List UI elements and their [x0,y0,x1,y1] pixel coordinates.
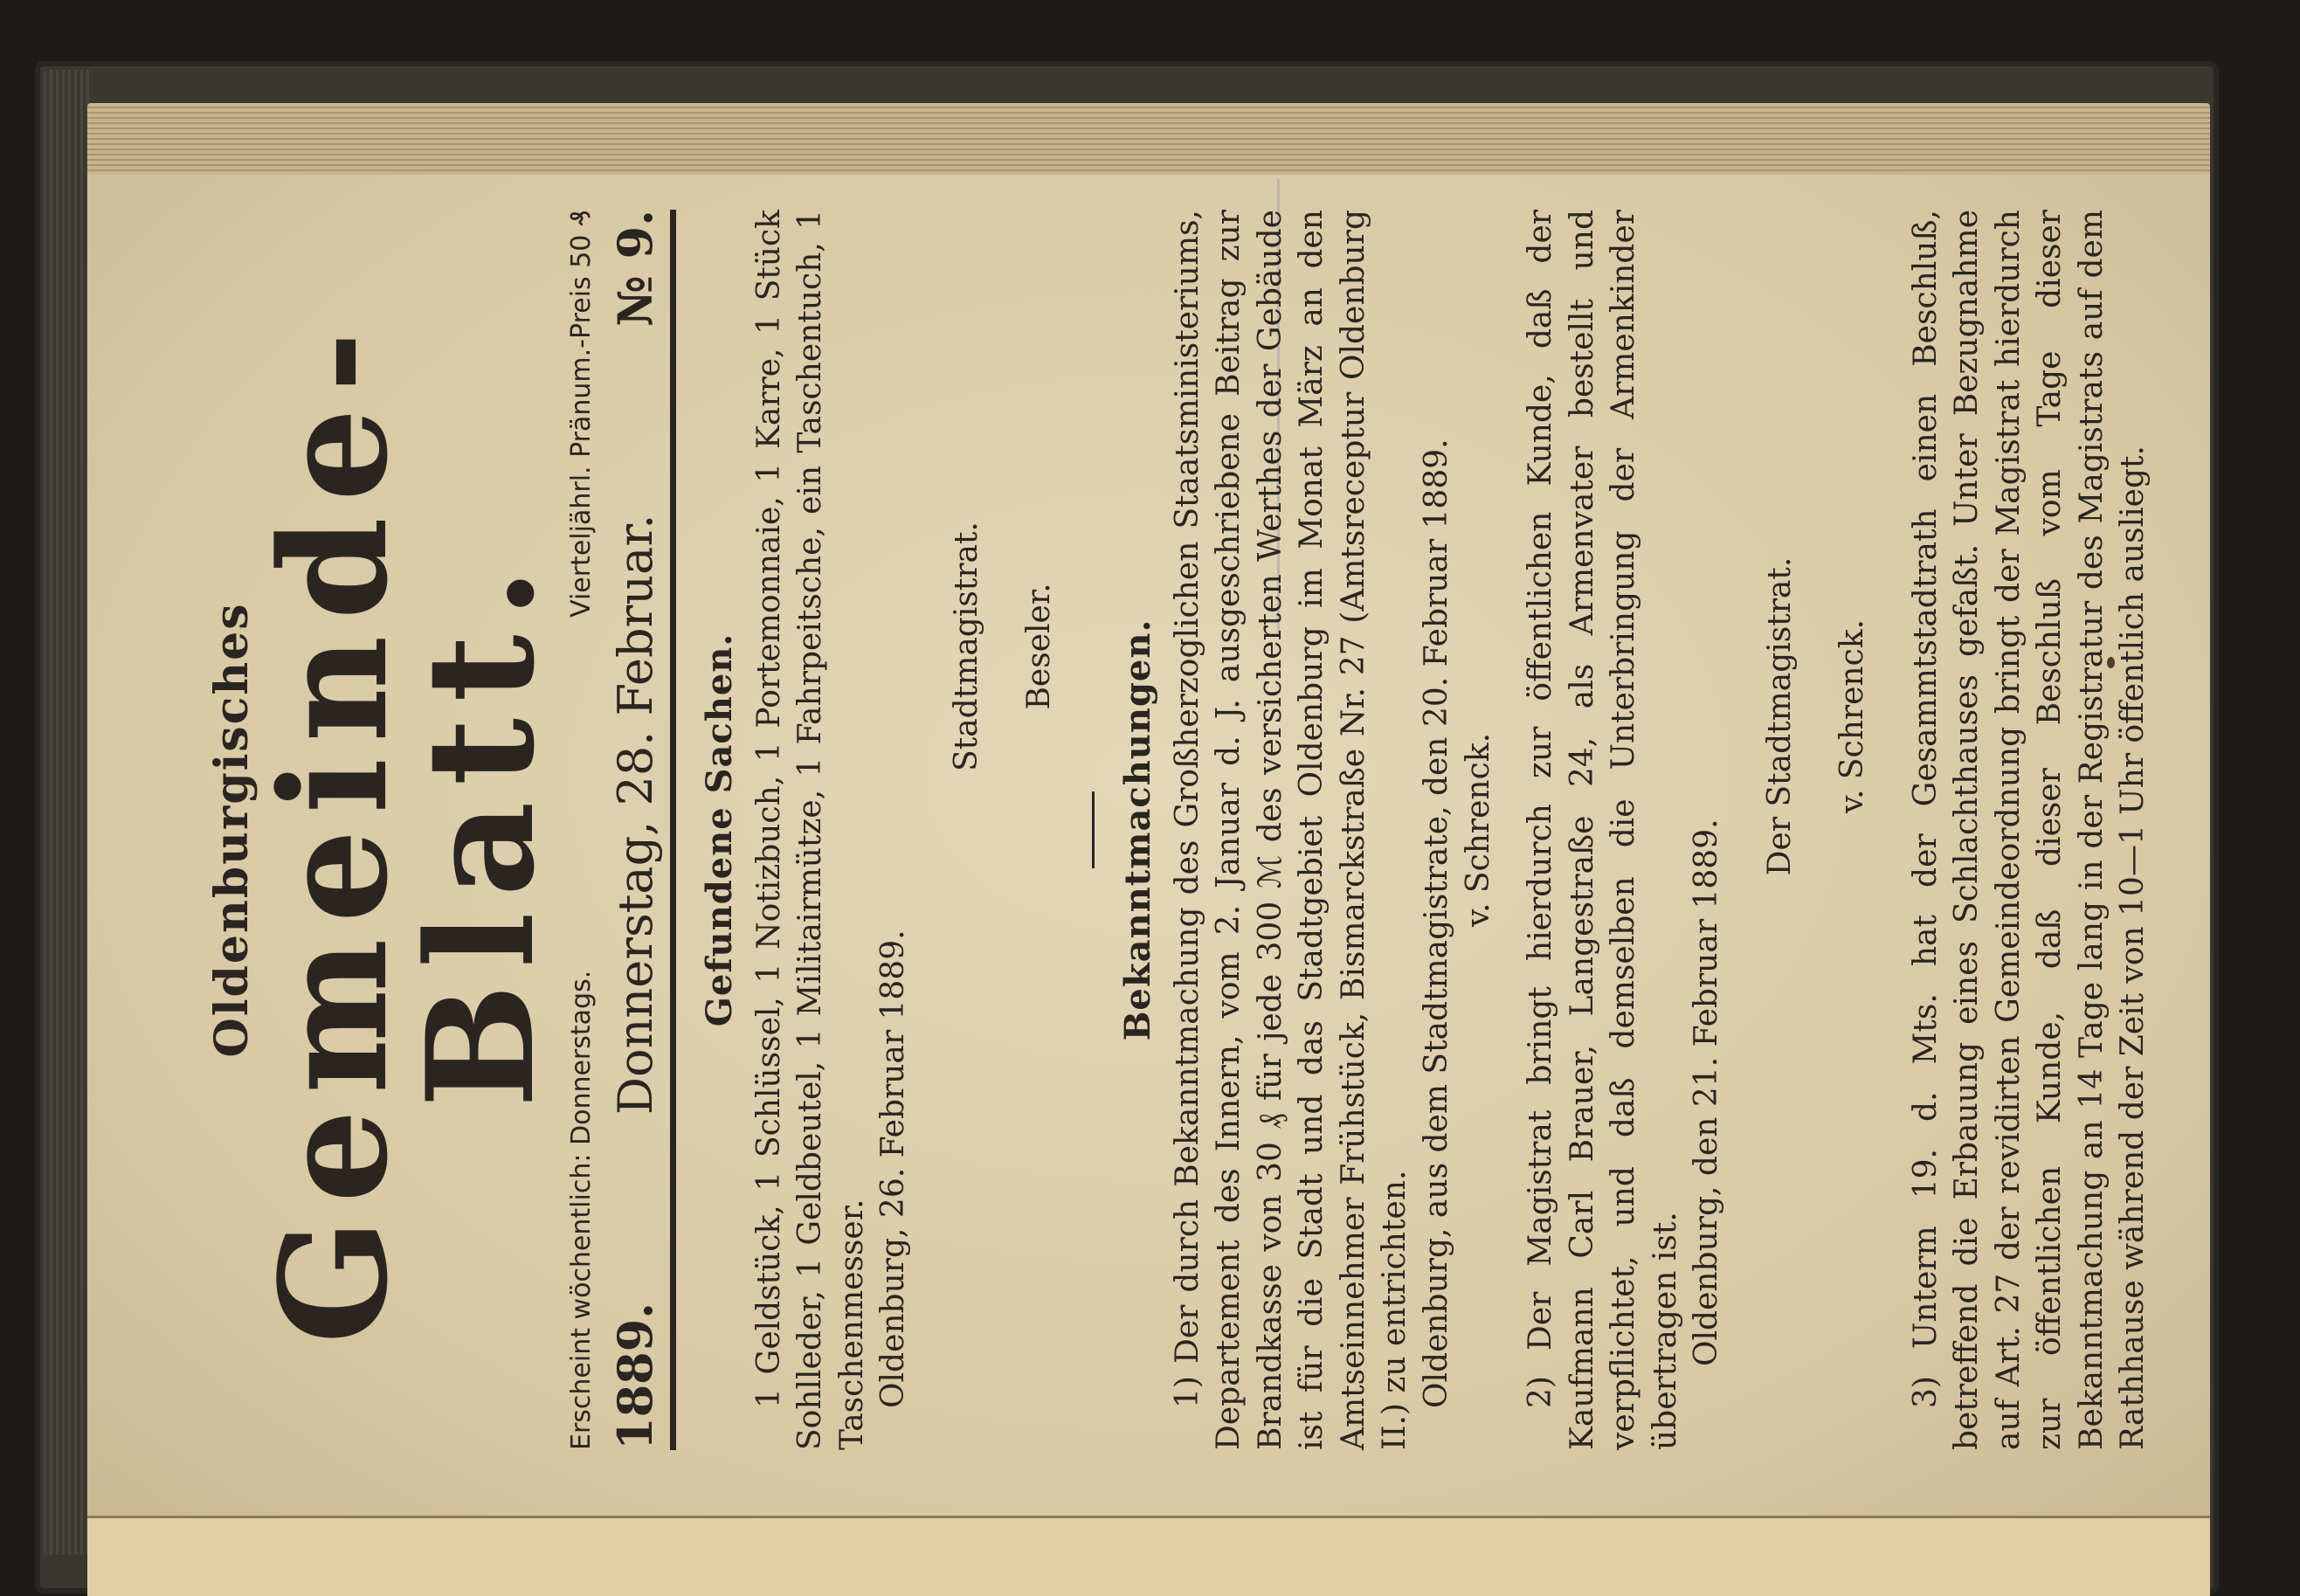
masthead-subtitle: Oldenburgisches [205,602,259,1058]
notice-3-text: 3) Unterm 19. d. Mts. hat der Gesammtstadtrath einen Beschluß, betreffend die Erbauung eines Schlachthauses gefaßt. Unter Bezugnahme auf Art. 27 der revidirten Gemeindeordnung bringt der Magistrat hierdurch zur öffentlichen Kunde, daß dieser Beschluß vom Tage dieser Bekanntmachung an 14 Tage lang in der Registratur des Magistrats auf dem Rathhause während der Zeit von 10—1 Uhr öffentlich ausliegt. [1907,210,2152,1450]
subscription-price: Vierteljährl. Pränum.-Preis 50 ₰ [565,210,597,618]
masthead-title: Gemeinde-Blatt. [246,315,567,1344]
issue-date: Donnerstag, 28. Februar. [607,514,663,1116]
notices-heading: Bekanntmachungen. [1116,618,1158,1041]
notice-1-text: 1) Der durch Bekanntmachung des Großherzoglichen Staatsministeriums, Departement des Innern, vom 2. Januar d. J. ausgeschriebene Beitrag zur Brandkasse von 30 ₰ für jede 300 ℳ des versicherten Werthes der Gebäude ist für die Stadt und das Stadtgebiet Oldenburg im Monat März an den Amtseinnehmer Frühstück, Bismarckstraße Nr. 27 (Amtsreceptur Oldenburg II.) zu entrichten. [1169,210,1413,1450]
section-divider [1092,791,1095,868]
found-items-authority: Stadtmagistrat. [948,522,984,771]
publication-frequency: Erscheint wöchentlich: Donnerstags. [565,970,597,1450]
dateline [607,210,676,1450]
found-items-text: 1 Geldstück, 1 Schlüssel, 1 Notizbuch, 1 Portemonnaie, 1 Karre, 1 Stück Sohlleder, 1 Geldbeutel, 1 Militairmütze, 1 Fahrpeitsche, ein Taschentuch, 1 Taschenmesser. [750,210,870,1450]
book-spine-edge [44,70,92,1555]
notice-1-place: Oldenburg, aus dem Stadtmagistrate, den 20. Februar 1889. [1418,439,1454,1408]
notice-2-authority: Der Stadtmagistrat. [1761,556,1798,876]
found-items-heading: Gefundene Sachen. [698,632,740,1027]
issue-year: 1889. [606,1302,663,1450]
notice-2-place: Oldenburg, den 21. Februar 1889. [1689,819,1725,1366]
notice-1-signature: v. Schrenck. [1460,732,1496,928]
facing-page-edge [87,1516,2210,1596]
subscription-note [566,210,597,1450]
masthead [206,210,597,1450]
notice-2-text: 2) Der Magistrat bringt hierdurch zur öffentlichen Kunde, daß der Kaufmann Carl Brauer, Langestraße 24, als Armenvater bestellt und verpflichtet, und daß demselben die Unterbringung der Armenkinder übertragen ist. [1523,210,1683,1450]
issue-number: № 9. [606,210,663,327]
rotated-text-column [205,210,2152,1450]
found-items-signature: Beseler. [1021,583,1058,710]
found-items-place-date: Oldenburg, 26. Februar 1889. [875,929,912,1408]
page-edges [87,103,2210,180]
notice-2-signature: v. Schrenck. [1834,618,1871,814]
